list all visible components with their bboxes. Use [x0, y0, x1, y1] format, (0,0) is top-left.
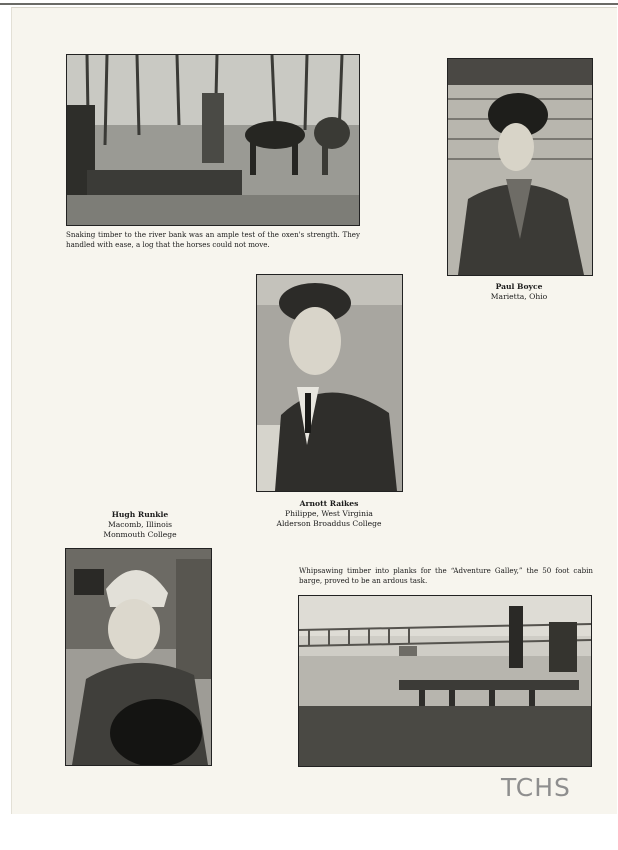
arnott-raikes-name: Arnott Raikes	[299, 499, 359, 508]
paul-boyce-hometown: Marietta, Ohio	[490, 292, 548, 301]
hugh-runkle-name: Hugh Runkle	[111, 510, 169, 519]
arnott-raikes-photo	[256, 274, 403, 492]
paul-boyce-bio	[447, 282, 591, 302]
page-top-edge	[0, 3, 618, 5]
arnott-raikes-bio	[244, 499, 414, 529]
paul-boyce-photo	[447, 58, 593, 276]
hugh-runkle-hometown: Macomb, Illinois	[107, 520, 173, 529]
hugh-runkle-college: Monmouth College	[103, 530, 177, 539]
arnott-raikes-hometown: Philippe, West Virginia	[285, 509, 373, 518]
whipsaw-photo	[298, 595, 592, 767]
arnott-raikes-college: Alderson Broaddus College	[276, 519, 382, 528]
hugh-runkle-photo	[65, 548, 212, 766]
whipsaw-caption: Whipsawing timber into planks for the “Adventure Galley,” the 50 foot cabin barge, proved to be an ardous task.	[299, 566, 593, 586]
oxen-photo	[66, 54, 360, 226]
paul-boyce-name: Paul Boyce	[495, 282, 543, 291]
hugh-runkle-bio	[70, 510, 210, 540]
oxen-caption: Snaking timber to the river bank was an ample test of the oxen's strength. They handled with ease, a log that the horses could not move.	[66, 230, 360, 250]
tchs-watermark: TCHS	[501, 773, 571, 802]
